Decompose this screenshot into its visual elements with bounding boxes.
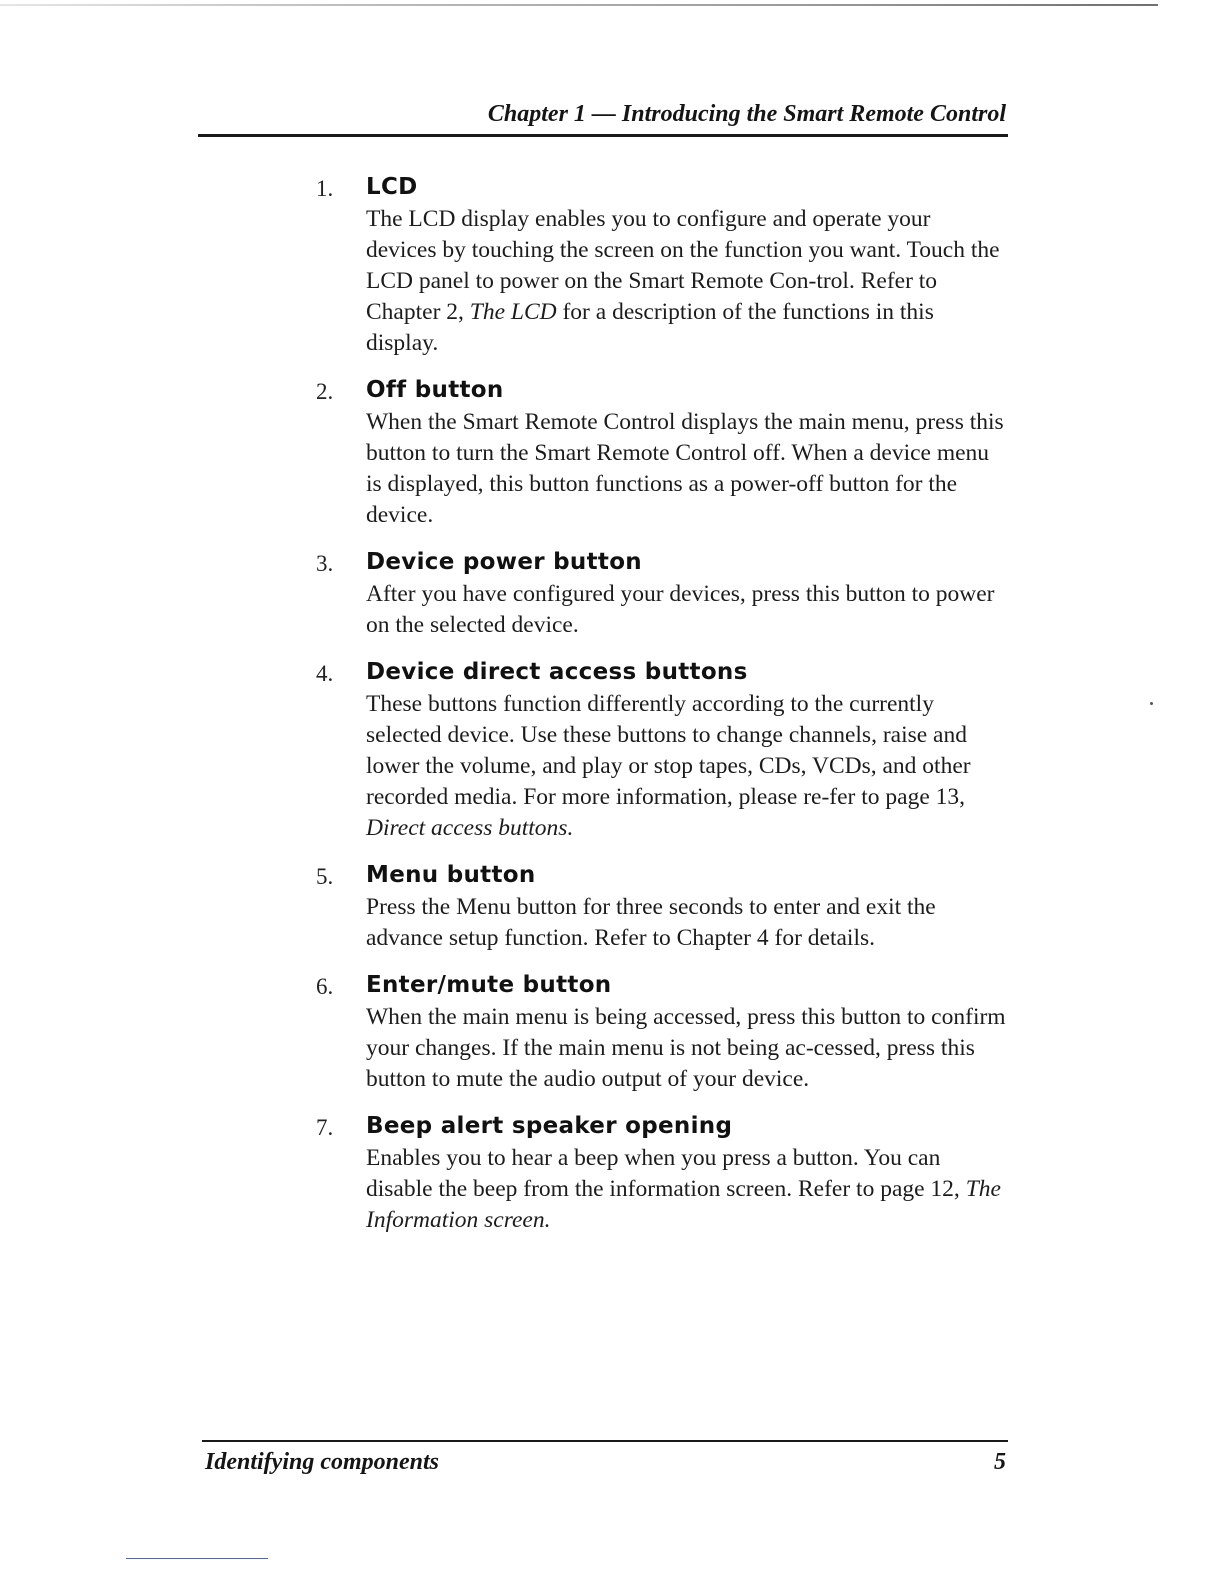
item-description: Press the Menu button for three seconds to enter and exit the advance setup function. Refer to Chapter 4 for details.: [366, 894, 936, 951]
component-item: [300, 545, 1020, 641]
item-number: 4.: [316, 661, 334, 686]
item-description: Enables you to hear a beep when you press a button. You can disable the beep from the information screen. Refer to page 12, The Information screen.: [366, 1145, 1001, 1233]
component-item: [300, 1109, 1020, 1236]
item-number: 3.: [316, 551, 334, 576]
item-description: When the main menu is being accessed, press this button to confirm your changes. If the main menu is not being ac-cessed, press this button to mute the audio output of your device.: [366, 1004, 1006, 1092]
component-item: [300, 373, 1020, 531]
item-title: Off button: [366, 377, 504, 403]
footer-rule: [202, 1440, 1008, 1442]
scan-edge-line: [126, 1558, 268, 1559]
item-description: When the Smart Remote Control displays the main menu, press this button to turn the Smart Remote Control off. When a device menu is displayed, this button functions as a power-off button for the device.: [366, 409, 1004, 528]
page-number: 5: [994, 1449, 1006, 1475]
component-item: [300, 858, 1020, 954]
item-title: Device direct access buttons: [366, 659, 748, 685]
item-title: LCD: [366, 174, 418, 200]
item-title: Beep alert speaker opening: [366, 1113, 733, 1139]
item-description: The LCD display enables you to configure and operate your devices by touching the screen on the function you want. Touch the LCD panel to power on the Smart Remote Con-trol. Refer to Chapter 2, The LCD for a description of the functions in this display.: [366, 206, 1000, 356]
item-number: 6.: [316, 974, 334, 999]
chapter-header: Chapter 1 — Introducing the Smart Remote Control: [487, 101, 1006, 127]
item-number: 1.: [316, 176, 334, 201]
component-item: [300, 170, 1020, 359]
item-title: Enter/mute button: [366, 972, 612, 998]
item-description: These buttons function differently according to the currently selected device. Use these buttons to change channels, raise and lower the volume, and play or stop tapes, CDs, VCDs, and other recorded media. For more information, please re-fer to page 13, Direct access buttons.: [366, 691, 971, 841]
header-rule: [198, 134, 1008, 137]
footer-section-title: Identifying components: [205, 1449, 440, 1475]
scan-speck: [1150, 702, 1153, 705]
item-title: Device power button: [366, 549, 642, 575]
component-item: [300, 968, 1020, 1095]
item-number: 5.: [316, 864, 334, 889]
scan-edge-line: [0, 4, 1158, 6]
item-number: 7.: [316, 1115, 334, 1140]
item-number: 2.: [316, 379, 334, 404]
component-item: [300, 655, 1020, 844]
item-description: After you have configured your devices, press this button to power on the selected device.: [366, 581, 995, 638]
item-title: Menu button: [366, 862, 536, 888]
component-list: [300, 170, 1020, 1250]
